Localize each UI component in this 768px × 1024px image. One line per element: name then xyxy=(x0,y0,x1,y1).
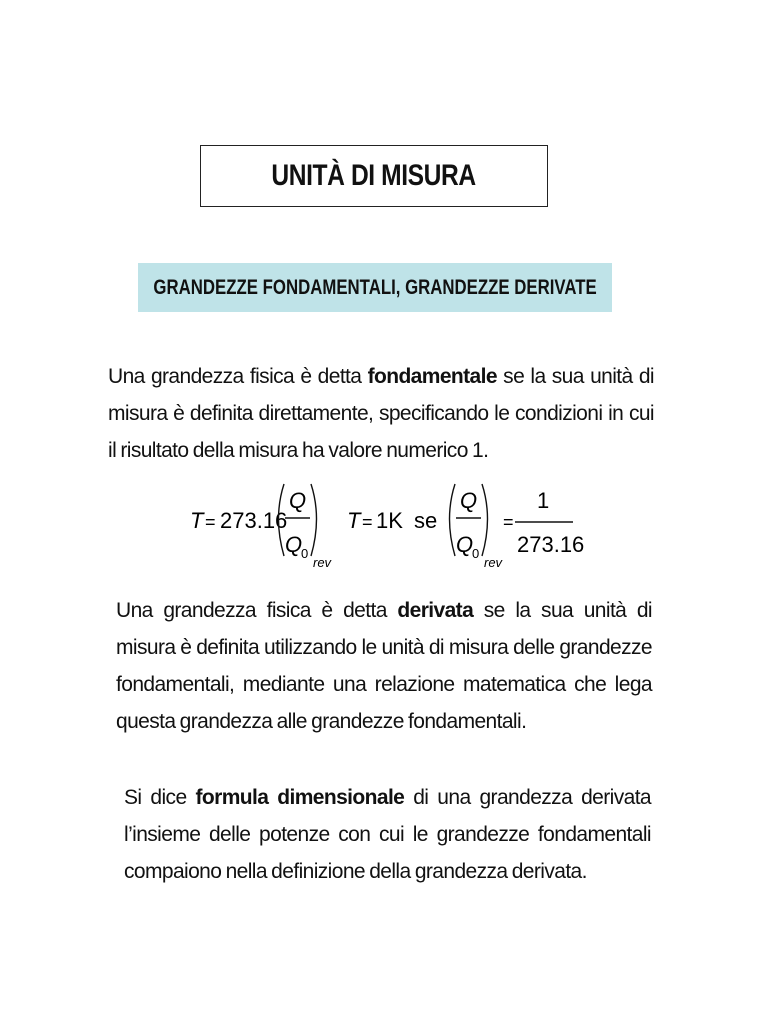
section-heading: GRANDEZZE FONDAMENTALI, GRANDEZZE DERIVATE xyxy=(153,275,597,299)
page-title: UNITÀ DI MISURA xyxy=(271,159,477,192)
paragraph-fondamentale xyxy=(108,358,654,469)
formula-T-2: T xyxy=(347,508,361,533)
formula-Q0-den-1: Q xyxy=(285,532,303,557)
paragraph-derivata xyxy=(116,592,652,740)
formula-se: se xyxy=(414,508,438,533)
paragraph-formula-dimensionale xyxy=(124,779,651,890)
formula-svg xyxy=(185,478,585,578)
formula-eq-3: = xyxy=(503,512,514,532)
temperature-formula xyxy=(185,478,585,578)
formula-rev-1: rev xyxy=(313,555,332,570)
formula-Q-num-1: Q xyxy=(289,488,307,513)
formula-coef: 273.16 xyxy=(220,508,288,533)
paragraph-fondamentale-text-1: Una grandezza fisica è detta xyxy=(108,365,368,388)
formula-sub0-1: 0 xyxy=(301,546,309,561)
formula-one: 1 xyxy=(537,488,550,513)
paragraph-formula-dimensionale-bold: formula dimensionale xyxy=(195,786,405,809)
paragraph-derivata-text-2: se la sua unità di misura è definita utilizzando le unità di misura delle grandezze fondamentali, mediante una relazione matematica che lega questa grandezza alle grandezze fondamentali. xyxy=(116,599,652,733)
formula-eq-2: = xyxy=(362,512,373,532)
formula-paren-right-2 xyxy=(482,484,488,556)
formula-paren-left-2 xyxy=(450,484,456,556)
title-box xyxy=(200,145,548,207)
formula-sub0-2: 0 xyxy=(472,546,480,561)
formula-one-k: 1K xyxy=(376,508,403,533)
formula-rev-2: rev xyxy=(484,555,503,570)
formula-Q-num-2: Q xyxy=(460,488,478,513)
paragraph-formula-dimensionale-text-1: Si dice xyxy=(124,786,196,809)
section-heading-band xyxy=(138,263,612,312)
formula-eq-1: = xyxy=(205,512,216,532)
formula-T: T xyxy=(190,508,204,533)
formula-paren-right-1 xyxy=(311,484,317,556)
formula-Q0-den-2: Q xyxy=(456,532,474,557)
paragraph-fondamentale-bold: fondamentale xyxy=(367,365,497,388)
paragraph-derivata-bold: derivata xyxy=(397,599,474,622)
paragraph-formula-dimensionale-text-2: di una grandezza derivata l’insieme delle potenze con cui le grandezze fondamentali compaiono nella definizione della grandezza derivata. xyxy=(124,786,652,883)
formula-den: 273.16 xyxy=(517,532,585,557)
paragraph-fondamentale-text-2: se la sua unità di misura è definita direttamente, specificando le condizioni in cui il risultato della misura ha valore numerico 1. xyxy=(108,365,654,462)
paragraph-derivata-text-1: Una grandezza fisica è detta xyxy=(116,599,398,622)
